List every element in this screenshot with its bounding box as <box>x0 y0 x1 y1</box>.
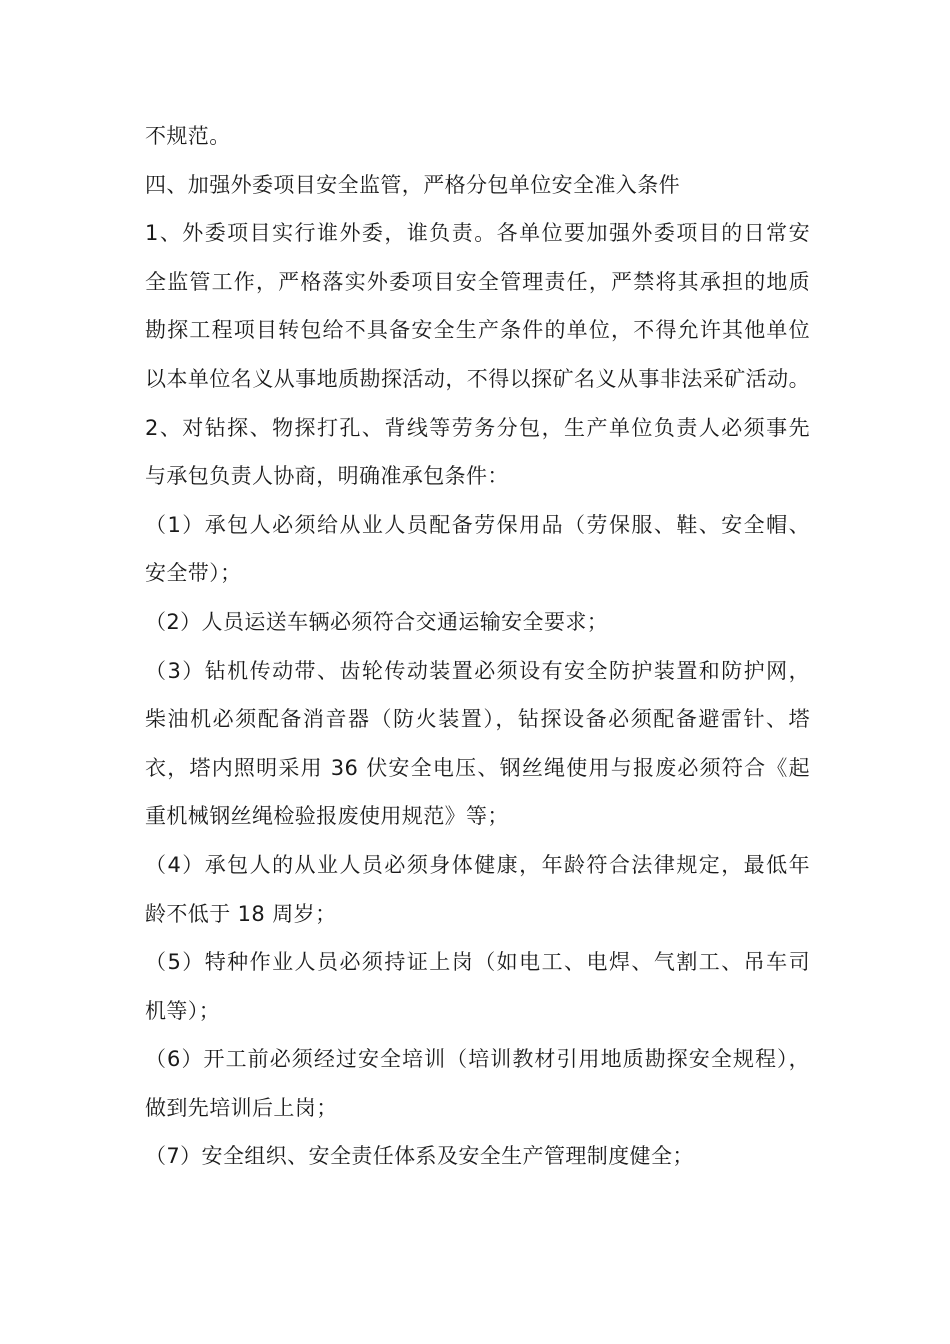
text-line: 以本单位名义从事地质勘探活动，不得以探矿名义从事非法采矿活动。 <box>145 366 810 391</box>
text-line: 全监管工作，严格落实外委项目安全管理责任，严禁将其承担的地质 <box>145 269 810 294</box>
list-item: （5）特种作业人员必须持证上岗（如电工、电焊、气割工、吊车司 <box>145 950 810 975</box>
text-line: 机等）； <box>145 998 221 1023</box>
text-line: 做到先培训后上岗； <box>145 1095 338 1120</box>
list-item: （3）钻机传动带、齿轮传动装置必须设有安全防护装置和防护网， <box>145 658 810 683</box>
text-line: 龄不低于 18 周岁； <box>145 901 337 926</box>
text-line: 柴油机必须配备消音器（防火装置），钻探设备必须配备避雷针、塔 <box>145 707 810 732</box>
text-line: 勘探工程项目转包给不具备安全生产条件的单位，不得允许其他单位 <box>145 318 810 343</box>
text-line: 不规范。 <box>145 124 231 148</box>
document-page <box>145 112 810 1181</box>
list-item: （6）开工前必须经过安全培训（培训教材引用地质勘探安全规程）， <box>145 1047 810 1072</box>
list-item: （7）安全组织、安全责任体系及安全生产管理制度健全； <box>145 1144 694 1169</box>
text-line: 重机械钢丝绳检验报废使用规范》等； <box>145 804 509 829</box>
text-line: 与承包负责人协商，明确准承包条件： <box>145 464 509 489</box>
text-line: 安全带）； <box>145 561 242 586</box>
list-item: （1）承包人必须给从业人员配备劳保用品（劳保服、鞋、安全帽、 <box>145 512 810 537</box>
text-line: 2、对钻探、物探打孔、背线等劳务分包，生产单位负责人必须事先 <box>145 415 810 440</box>
section-heading: 四、加强外委项目安全监管，严格分包单位安全准入条件 <box>145 172 680 197</box>
text-line: 衣，塔内照明采用 36 伏安全电压、钢丝绳使用与报废必须符合《起 <box>145 755 810 780</box>
text-line: 1、外委项目实行谁外委，谁负责。各单位要加强外委项目的日常安 <box>145 221 810 246</box>
list-item: （4）承包人的从业人员必须身体健康，年龄符合法律规定，最低年 <box>145 852 810 877</box>
list-item: （2）人员运送车辆必须符合交通运输安全要求； <box>145 609 609 634</box>
